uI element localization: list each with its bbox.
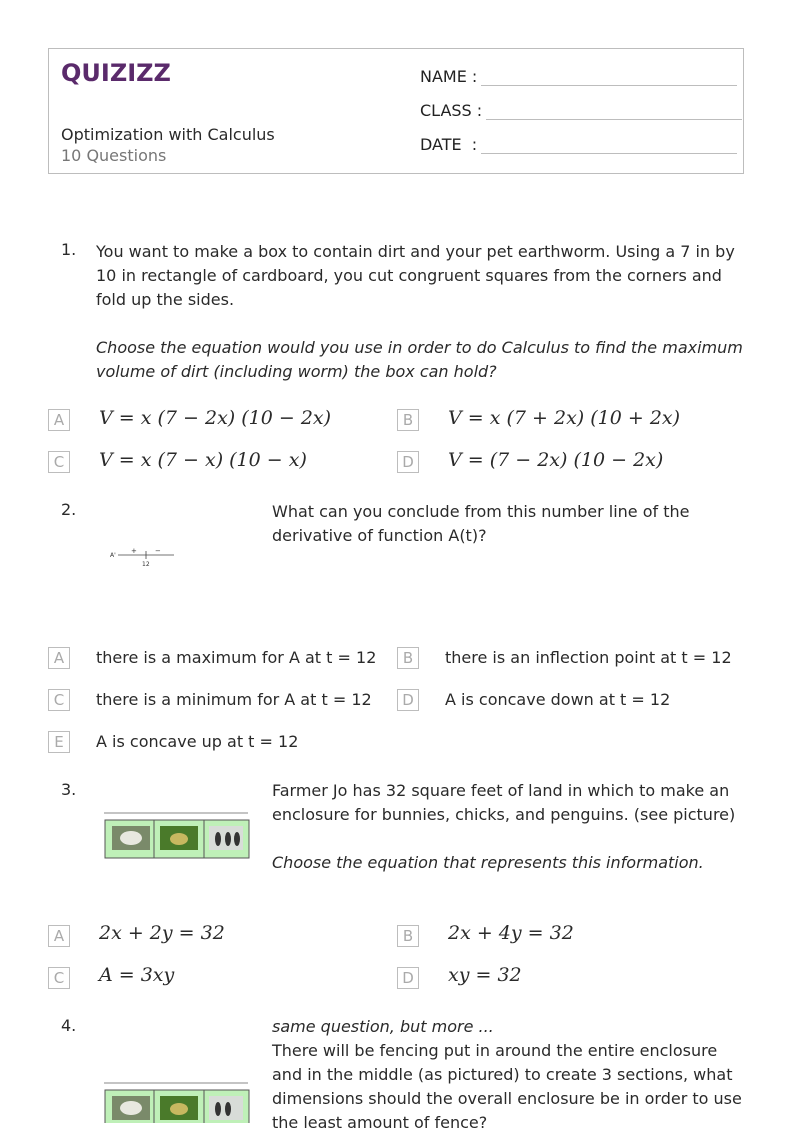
q2-option-d-box[interactable]: D bbox=[397, 689, 419, 711]
q2-option-c-box[interactable]: C bbox=[48, 689, 70, 711]
q2-option-b[interactable]: there is an inflection point at t = 12 bbox=[445, 648, 732, 667]
chick-shape bbox=[170, 833, 188, 845]
date-field[interactable]: DATE : bbox=[420, 135, 737, 154]
number-line-minus: − bbox=[155, 547, 161, 555]
number-line-plus: + bbox=[131, 547, 137, 555]
bunny-shape-2 bbox=[120, 1101, 142, 1115]
enclosure-figure-2 bbox=[100, 1078, 252, 1123]
q2-option-d[interactable]: A is concave down at t = 12 bbox=[445, 690, 671, 709]
name-line[interactable] bbox=[481, 67, 737, 86]
quizizz-logo: QUIZIZZ bbox=[61, 59, 171, 87]
q3-option-b-box[interactable]: B bbox=[397, 925, 419, 947]
question-2-text: What can you conclude from this number line of the derivative of function A(t)? bbox=[272, 502, 690, 545]
number-line-tick-label: 12 bbox=[142, 561, 150, 568]
class-field[interactable]: CLASS : bbox=[420, 101, 742, 120]
date-line[interactable] bbox=[481, 135, 737, 154]
number-line-figure bbox=[104, 544, 180, 570]
bunny-shape bbox=[120, 831, 142, 845]
q1-option-a[interactable]: V = x (7 − 2x) (10 − 2x) bbox=[99, 407, 332, 429]
q2-option-a[interactable]: there is a maximum for A at t = 12 bbox=[96, 648, 377, 667]
question-4-prompt: same question, but more ... bbox=[272, 1017, 494, 1036]
question-3-number: 3. bbox=[61, 780, 77, 799]
q3-option-c-box[interactable]: C bbox=[48, 967, 70, 989]
penguin-shape-3 bbox=[234, 832, 240, 846]
q2-option-a-box[interactable]: A bbox=[48, 647, 70, 669]
chick-shape-2 bbox=[170, 1103, 188, 1115]
question-4-text: There will be fencing put in around the entire enclosure and in the middle (as pictured) to create 3 sections, what dimensions should the overall enclosure be in order to use the least amount of fence? bbox=[272, 1041, 742, 1132]
penguin-2-shape-2 bbox=[225, 1102, 231, 1116]
q3-option-a-box[interactable]: A bbox=[48, 925, 70, 947]
penguin-shape-2 bbox=[225, 832, 231, 846]
q3-option-d-box[interactable]: D bbox=[397, 967, 419, 989]
q2-option-b-box[interactable]: B bbox=[397, 647, 419, 669]
question-1-prompt: Choose the equation would you use in order to do Calculus to find the maximum volume of dirt (including worm) the box can hold? bbox=[96, 338, 743, 381]
q3-option-b[interactable]: 2x + 4y = 32 bbox=[448, 922, 574, 944]
number-line-label: A' bbox=[110, 552, 116, 559]
q3-option-d[interactable]: xy = 32 bbox=[448, 964, 522, 986]
worksheet-title: Optimization with Calculus bbox=[61, 125, 275, 144]
question-2-number: 2. bbox=[61, 500, 77, 519]
enclosure-figure bbox=[100, 808, 252, 862]
q1-option-c[interactable]: V = x (7 − x) (10 − x) bbox=[99, 449, 307, 471]
question-count: 10 Questions bbox=[61, 146, 167, 165]
question-1-text: You want to make a box to contain dirt and your pet earthworm. Using a 7 in by 10 in rectangle of cardboard, you cut congruent squares from the corners and fold up the sides. bbox=[96, 242, 735, 309]
penguin-2-shape-1 bbox=[215, 1102, 221, 1116]
q2-option-e-box[interactable]: E bbox=[48, 731, 70, 753]
name-field[interactable]: NAME : bbox=[420, 67, 737, 86]
q1-option-d[interactable]: V = (7 − 2x) (10 − 2x) bbox=[448, 449, 664, 471]
q3-option-c[interactable]: A = 3xy bbox=[99, 964, 175, 986]
question-4-number: 4. bbox=[61, 1016, 77, 1035]
q1-option-b[interactable]: V = x (7 + 2x) (10 + 2x) bbox=[448, 407, 681, 429]
q1-option-a-box[interactable]: A bbox=[48, 409, 70, 431]
q1-option-c-box[interactable]: C bbox=[48, 451, 70, 473]
worksheet-header bbox=[48, 48, 744, 174]
question-1-number: 1. bbox=[61, 240, 77, 259]
q1-option-d-box[interactable]: D bbox=[397, 451, 419, 473]
question-3-text: Farmer Jo has 32 square feet of land in which to make an enclosure for bunnies, chicks, and penguins. (see picture) bbox=[272, 781, 736, 824]
q1-option-b-box[interactable]: B bbox=[397, 409, 419, 431]
q2-option-e[interactable]: A is concave up at t = 12 bbox=[96, 732, 299, 751]
penguin-shape-1 bbox=[215, 832, 221, 846]
q3-option-a[interactable]: 2x + 2y = 32 bbox=[99, 922, 225, 944]
question-3-prompt: Choose the equation that represents this information. bbox=[272, 853, 704, 872]
q2-option-c[interactable]: there is a minimum for A at t = 12 bbox=[96, 690, 372, 709]
class-line[interactable] bbox=[486, 101, 742, 120]
